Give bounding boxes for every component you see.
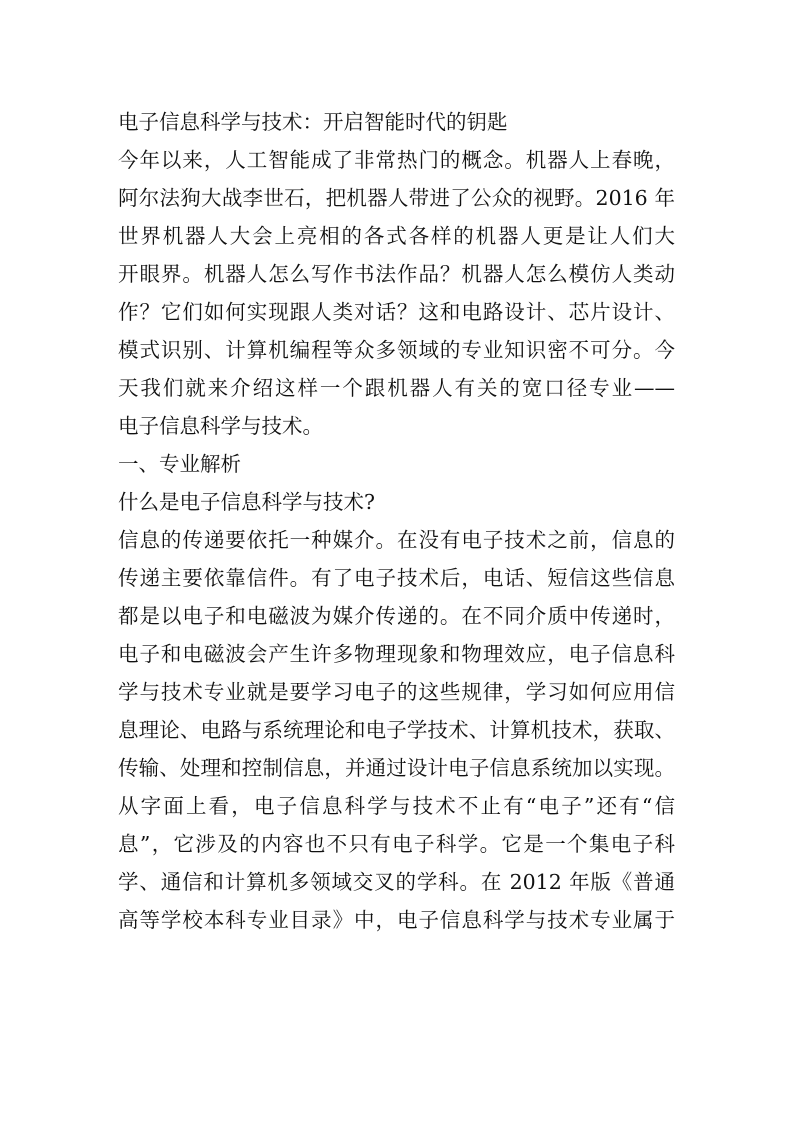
text-line: 阿尔法狗大战李世石，把机器人带进了公众的视野。2016 年 (118, 186, 675, 210)
text-line: 一、专业解析 (118, 452, 241, 476)
text-line: 世界机器人大会上亮相的各式各样的机器人更是让人们大 (118, 224, 675, 248)
document-body (118, 141, 675, 939)
text-line: 传输、处理和控制信息，并通过设计电子信息系统加以实现。 (118, 756, 675, 780)
text-line: 都是以电子和电磁波为媒介传递的。在不同介质中传递时， (118, 604, 675, 628)
text-line: 天我们就来介绍这样一个跟机器人有关的宽口径专业—— (118, 376, 675, 400)
document-title: 电子信息科学与技术：开启智能时代的钥匙 (118, 110, 508, 134)
text-line: 传递主要依靠信件。有了电子技术后，电话、短信这些信息 (118, 566, 675, 590)
text-line: 学与技术专业就是要学习电子的这些规律，学习如何应用信 (118, 680, 675, 704)
text-line: 开眼界。机器人怎么写作书法作品？机器人怎么模仿人类动 (118, 262, 675, 286)
text-line: 今年以来，人工智能成了非常热门的概念。机器人上春晚， (118, 148, 675, 172)
text-line: 息”，它涉及的内容也不只有电子科学。它是一个集电子科 (118, 832, 675, 856)
text-line: 学、通信和计算机多领域交叉的学科。在 2012 年版《普通 (118, 870, 675, 894)
text-line: 信息的传递要依托一种媒介。在没有电子技术之前，信息的 (118, 528, 675, 552)
text-line: 什么是电子信息科学与技术? (118, 490, 375, 514)
text-line: 电子信息科学与技术。 (118, 414, 323, 438)
text-line: 电子和电磁波会产生许多物理现象和物理效应，电子信息科 (118, 642, 675, 666)
text-line: 高等学校本科专业目录》中，电子信息科学与技术专业属于 (118, 908, 675, 932)
text-line: 息理论、电路与系统理论和电子学技术、计算机技术，获取、 (118, 718, 675, 742)
text-line: 从字面上看，电子信息科学与技术不止有“电子”还有“信 (118, 794, 675, 818)
text-line: 模式识别、计算机编程等众多领域的专业知识密不可分。今 (118, 338, 675, 362)
text-line: 作？它们如何实现跟人类对话？这和电路设计、芯片设计、 (118, 300, 675, 324)
document-page (118, 103, 675, 939)
